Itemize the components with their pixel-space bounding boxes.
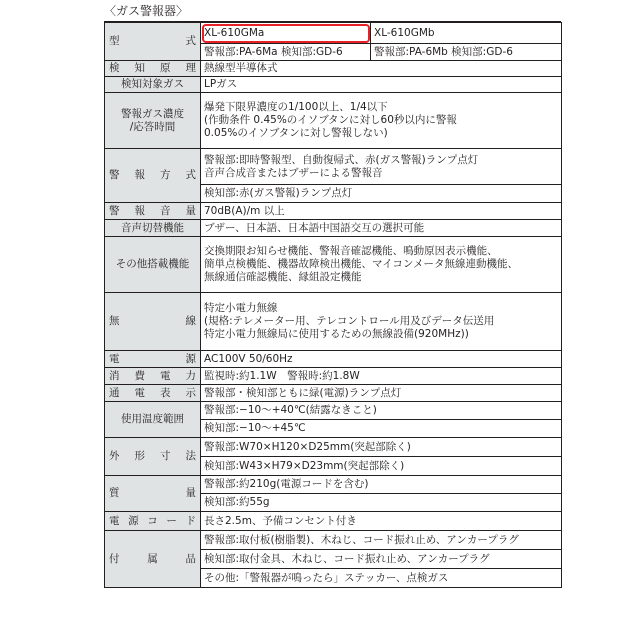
table-row [105, 385, 562, 402]
accessories-a: 警報部:取付板(樹脂製)、木ねじ、コード振れ止め、アンカープラグ [201, 531, 562, 550]
table-row [105, 61, 562, 77]
gas-value: LPガス [201, 77, 562, 93]
row-label-consumption: 消 費 電 力 [105, 368, 201, 385]
table-row [105, 512, 562, 531]
cord-value: 長さ2.5m、予備コンセント付き [201, 512, 562, 531]
volume-value: 70dB(A)/m 以上 [201, 203, 562, 220]
row-label-volume: 警 報 音 量 [105, 203, 201, 220]
mass-b: 検知部:約55g [201, 494, 562, 512]
consumption-value: 監視時:約1.1W 警報時:約1.8W [201, 368, 562, 385]
accessories-b: 検知部:取付金具、木ねじ、コード振れ止め、アンカープラグ [201, 550, 562, 569]
wireless-value: 特定小電力無線 (規格:テレメーター用、テレコントロール用及びデータ伝送用 特定小電力無線局に使用するための無線設備(920MHz)) [201, 293, 562, 351]
row-label-alarm-concentration [105, 93, 201, 149]
spec-table [104, 22, 562, 588]
row-label-model [105, 23, 201, 61]
indicator-value: 警報部・検知部ともに緑(電源)ランプ点灯 [201, 385, 562, 402]
row-label-wireless: 無 線 [105, 293, 201, 351]
other-functions-value: 交換期限お知らせ機能、警報音確認機能、鳴動原因表示機能、 簡単点検機能、機器故障検出機能、マイコンメータ無線連動機能、 無線通信確認機能、縁組設定機能 [201, 237, 562, 293]
row-label-accessories: 付 属 品 [105, 531, 201, 588]
row-label-alarm-method: 警 報 方 式 [105, 149, 201, 203]
table-row [105, 93, 562, 149]
mass-a: 警報部:約210g(電源コードを含む) [201, 476, 562, 494]
table-row [105, 203, 562, 220]
table-row [105, 531, 562, 550]
row-label-principle: 検 知 原 理 [105, 61, 201, 77]
row-label-dimensions: 外 形 寸 法 [105, 438, 201, 476]
table-row [105, 438, 562, 457]
row-label-cord: 電 源 コ ー ド [105, 512, 201, 531]
label-line: /応答時間 [129, 120, 176, 133]
model-a-name: XL-610GMa [201, 23, 371, 44]
alarm-method-b: 検知部:赤(ガス警報)ランプ点灯 [201, 185, 562, 203]
alarm-method-a: 警報部:即時警報型、自動復帰式、赤(ガス警報)ランプ点灯 音声合成音またはブザーによる警報音 [201, 149, 562, 185]
temperature-a: 警報部:−10〜+40℃(結露なきこと) [201, 402, 562, 420]
table-row [105, 368, 562, 385]
table-row [105, 476, 562, 494]
dimensions-a: 警報部:W70×H120×D25mm(突起部除く) [201, 438, 562, 457]
row-label-other: その他搭載機能 [105, 237, 201, 293]
table-row [105, 220, 562, 237]
section-title: 〈ガス警報器〉 [104, 4, 189, 18]
label-line: 警報ガス濃度 [121, 107, 184, 120]
row-label-temperature: 使用温度範囲 [105, 402, 201, 438]
temperature-b: 検知部:−10〜+45℃ [201, 420, 562, 438]
table-row [105, 351, 562, 368]
model-b-sub: 警報部:PA-6Mb 検知部:GD-6 [371, 44, 562, 61]
alarm-concentration-value: 爆発下限界濃度の1/100以上、1/4以下 (作動条件 0.45%のイソブタンに対し60秒以内に警報 0.05%のイソブタンに対し警報しない) [201, 93, 562, 149]
voice-value: ブザー、日本語、日本語中国語交互の選択可能 [201, 220, 562, 237]
table-row [105, 77, 562, 93]
table-row [105, 23, 562, 44]
row-label-power: 電 源 [105, 351, 201, 368]
table-row [105, 237, 562, 293]
table-row [105, 402, 562, 420]
table-row [105, 149, 562, 185]
row-label-gas: 検知対象ガス [105, 77, 201, 93]
principle-value: 熱線型半導体式 [201, 61, 562, 77]
accessories-c: その他:「警報器が鳴ったら」ステッカー、点検ガス [201, 569, 562, 588]
model-b-name: XL-610GMb [371, 23, 562, 44]
dimensions-b: 検知部:W43×H79×D23mm(突起部除く) [201, 457, 562, 476]
power-value: AC100V 50/60Hz [201, 351, 562, 368]
model-a-sub: 警報部:PA-6Ma 検知部:GD-6 [201, 44, 371, 61]
row-label-mass: 質 量 [105, 476, 201, 512]
table-row [105, 293, 562, 351]
jlabel: 型 式 [109, 35, 196, 47]
row-label-indicator: 通 電 表 示 [105, 385, 201, 402]
row-label-voice: 音声切替機能 [105, 220, 201, 237]
